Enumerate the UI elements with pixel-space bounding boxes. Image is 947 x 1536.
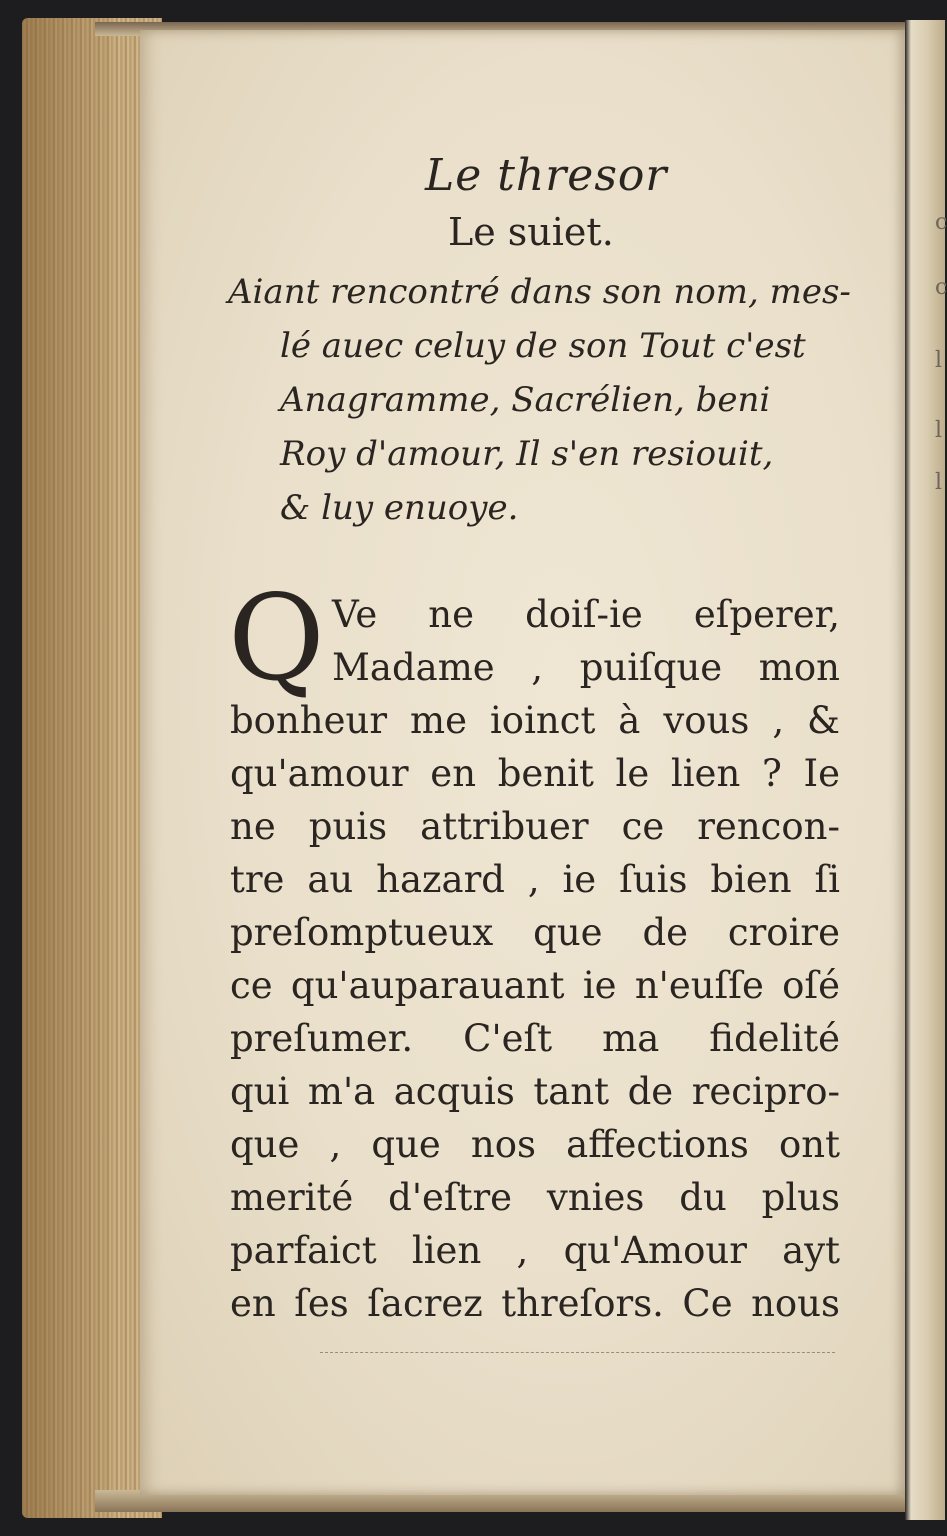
body-line: parfaict lien , qu'Amour ayt	[230, 1229, 840, 1272]
body-line: en ſes ſacrez threſors. Ce nous	[230, 1282, 840, 1325]
epigraph-line: Roy d'amour, Il s'en resiouit,	[280, 434, 774, 474]
body-line: qu'amour en benit le lien ? Ie	[230, 752, 840, 795]
body-line: que , que nos affections ont	[230, 1123, 840, 1166]
running-head: Le thresor	[425, 150, 668, 201]
body-line: merité d'eſtre vnies du plus	[230, 1176, 840, 1219]
body-line: ce qu'auparauant ie n'euſſe oſé	[230, 964, 840, 1007]
body-line: Madame , puiſque mon	[332, 646, 840, 689]
facing-page-letter: l	[935, 348, 943, 373]
facing-page-letter: c	[935, 275, 947, 300]
epigraph-line: Aiant rencontré dans son nom, mes-	[228, 272, 851, 312]
body-line: bonheur me ioinct à vous , &	[230, 699, 840, 742]
facing-page-edge	[905, 20, 945, 1520]
body-line: Ve ne doiſ-ie eſperer,	[332, 593, 840, 636]
epigraph	[228, 265, 851, 535]
body-line: preſumer. C'eſt ma fidelité	[230, 1017, 840, 1060]
epigraph-line: & luy enuoye.	[280, 488, 519, 528]
bottom-rule	[320, 1352, 835, 1353]
body-line: tre au hazard , ie ſuis bien ſi	[230, 858, 840, 901]
facing-page-letter: l	[935, 470, 943, 495]
epigraph-line: lé auec celuy de son Tout c'est	[280, 326, 806, 366]
book-edge-shadow	[22, 18, 112, 1518]
drop-cap: Q	[228, 569, 325, 707]
facing-page-letter: c	[935, 210, 947, 235]
body-line: qui m'a acquis tant de recipro-	[230, 1070, 840, 1113]
body-text	[228, 569, 840, 1330]
body-line: ne puis attribuer ce rencon-	[230, 805, 840, 848]
body-line: preſomptueux que de croire	[230, 911, 840, 954]
epigraph-line: Anagramme, Sacrélien, beni	[280, 380, 771, 420]
section-title: Le suiet.	[448, 210, 614, 254]
facing-page-letter: l	[935, 418, 943, 443]
